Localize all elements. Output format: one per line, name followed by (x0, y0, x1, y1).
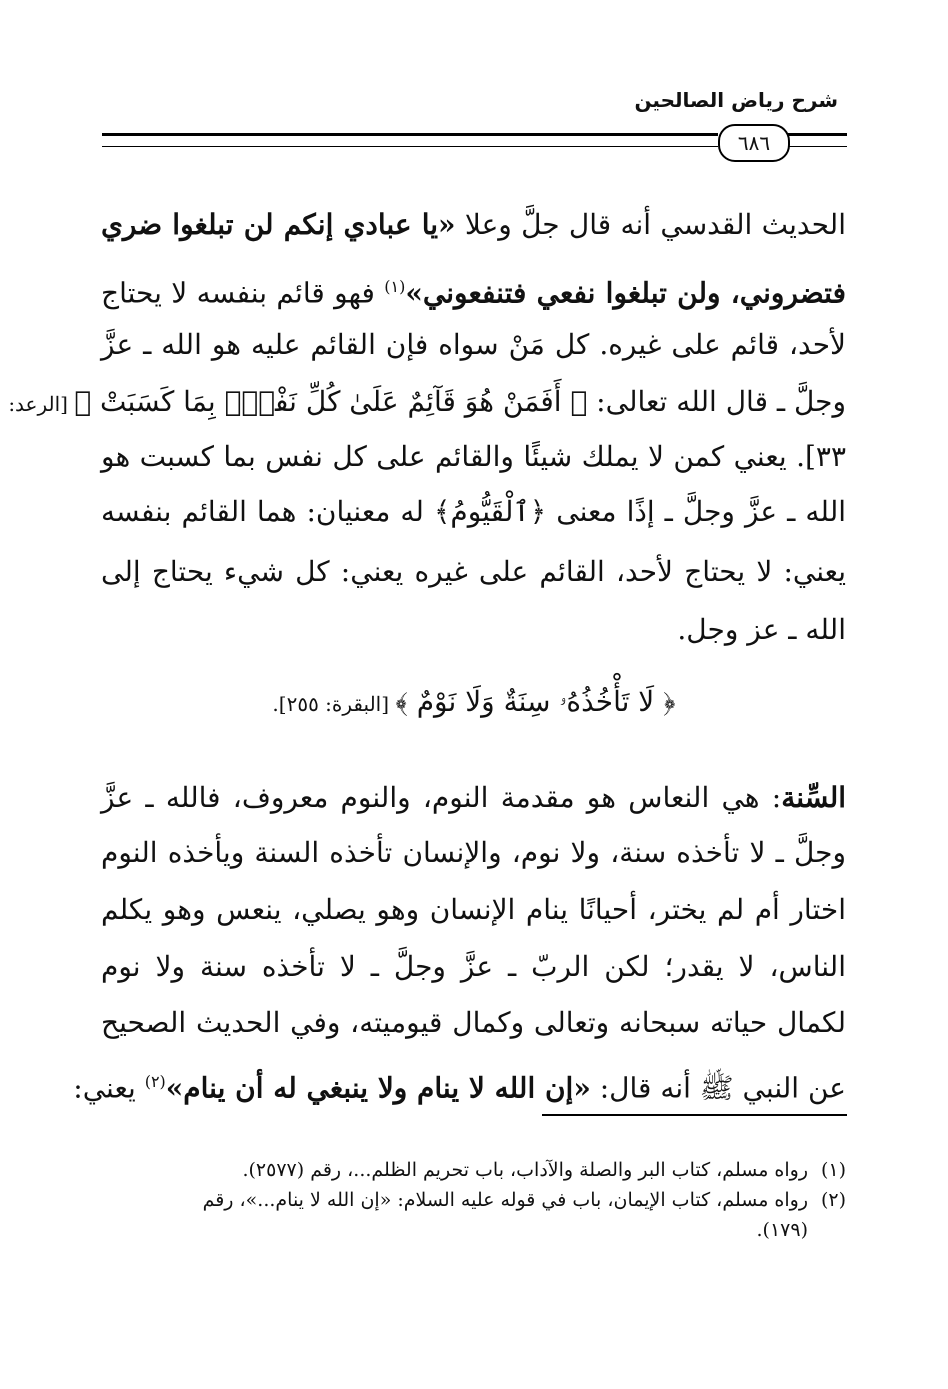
body-line (101, 610, 846, 652)
page-number (718, 124, 790, 162)
body-line (101, 833, 846, 875)
page-number-value: ٦٨٦ (737, 131, 771, 155)
header-rule-left (102, 133, 718, 136)
text-run: الله ـ عز وجل. (677, 613, 846, 646)
body-line (101, 552, 846, 594)
verse-reference: [الرعد: (8, 392, 75, 416)
footnote-number: (٢) (820, 1189, 846, 1211)
footnote-number: (١) (820, 1159, 846, 1181)
body-line (8, 382, 846, 424)
body-line (101, 1003, 846, 1045)
book-title: شرح رياض الصالحين (634, 88, 838, 112)
body-line (101, 947, 846, 989)
header-rule-right (786, 133, 847, 136)
footnote-marker: (١) (384, 277, 406, 296)
footnote-text: رواه مسلم، كتاب الإيمان، باب في قوله عليه السلام: «إن الله لا ينام...»، رقم (202, 1189, 808, 1211)
body-line (101, 437, 846, 479)
text-run: ٣٣]. يعني كمن لا يملك شيئًا والقائم على كل نفس بما كسبت هو (101, 440, 846, 473)
footnote-text: (١٧٩). (756, 1219, 808, 1241)
body-line (101, 325, 846, 367)
text-run: عن النبي ﷺ أنه قال: (590, 1071, 846, 1105)
header-rule-right-thin (786, 146, 847, 147)
hadith-quote: «إن الله لا ينام ولا ينبغي له أن ينام» (165, 1071, 591, 1105)
text-run: فهو قائم بنفسه لا يحتاج (101, 276, 385, 310)
footnote-marker: (٢) (144, 1072, 166, 1091)
text-run: يعني: (73, 1071, 145, 1105)
footnote-line (101, 1186, 846, 1214)
text-run: وجلَّ ـ قال الله تعالى: (587, 385, 846, 418)
body-line (101, 492, 846, 534)
footnote-line (101, 1216, 846, 1244)
quran-verse: ﴿ٱلْقَيُّومُ﴾ (434, 495, 547, 528)
text-run: يعني: لا يحتاج لأحد، القائم على غيره يعني: كل شيء يحتاج إلى (101, 555, 846, 588)
text-run: : هي النعاس هو مقدمة النوم، والنوم معروف، فالله ـ عزَّ (101, 781, 782, 814)
verse-reference: [البقرة: ٢٥٥]. (272, 692, 396, 716)
footnote-text: رواه مسلم، كتاب البر والصلة والآداب، باب تحريم الظلم...، رقم (٢٥٧٧). (242, 1159, 808, 1181)
quran-verse: ﴿ لَا تَأْخُذُهُۥ سِنَةٌ وَلَا نَوْمٌ ﴾ (395, 685, 676, 718)
footnote-line (101, 1156, 846, 1184)
quran-verse: ﴿ أَفَمَنْ هُوَ قَآئِمٌ عَلَىٰ كُلِّ نَفْسٍۭ بِمَا كَسَبَتْ ﴾ (74, 385, 588, 418)
text-run: له معنيان: هما القائم بنفسه (101, 495, 435, 528)
body-line (101, 205, 846, 247)
body-line (101, 778, 846, 820)
body-line (101, 267, 846, 309)
text-run: الحديث القدسي أنه قال جلَّ وعلا (455, 208, 846, 241)
text-run: وجلَّ ـ لا تأخذه سنة، ولا نوم، والإنسان تأخذه السنة ويأخذه النوم (101, 836, 846, 869)
text-run: الناس، لا يقدر؛ لكن الربّ ـ عزَّ وجلَّ ـ لا تأخذه سنة ولا نوم (101, 950, 846, 983)
verse-line (0, 682, 948, 724)
hadith-quote: «يا عبادي إنكم لن تبلغوا ضري (101, 208, 456, 241)
header-rule-left-thin (102, 146, 718, 147)
text-run: الله ـ عزَّ وجلَّ ـ إذًا معنى (546, 495, 847, 528)
hadith-quote: السِّنة (781, 781, 846, 814)
hadith-quote: فتضروني، ولن تبلغوا نفعي فتنفعوني» (405, 276, 847, 310)
body-line (101, 890, 846, 932)
text-run: لكمال حياته سبحانه وتعالى وكمال قيوميته، وفي الحديث الصحيح (101, 1006, 846, 1039)
footnote-separator (542, 1114, 847, 1116)
text-run: اختار أم لم يختر، أحيانًا ينام الإنسان وهو يصلي، ينعس وهو يكلم (101, 893, 846, 926)
text-run: لأحد، قائم على غيره. كل مَنْ سواه فإن القائم عليه هو الله ـ عزَّ (101, 328, 846, 361)
body-line (73, 1062, 846, 1105)
